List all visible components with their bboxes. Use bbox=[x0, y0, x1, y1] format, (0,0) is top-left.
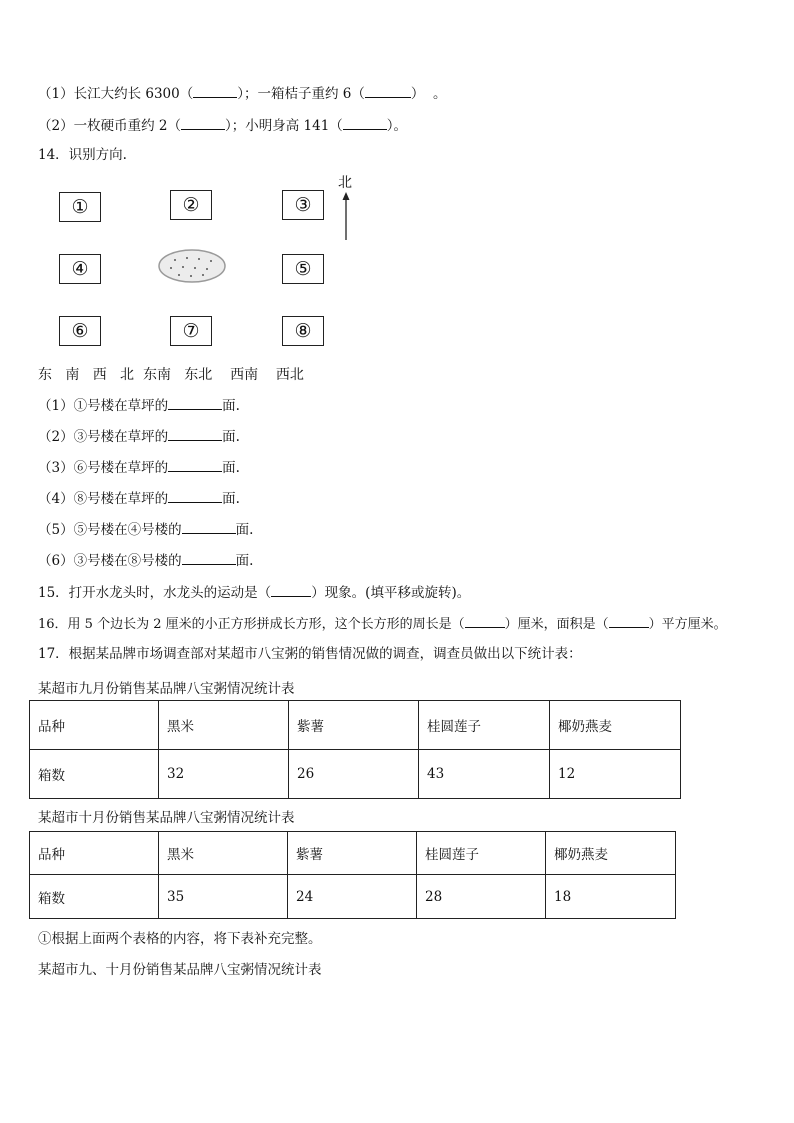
q14-item-5-text: ⑤号楼在④号楼的 bbox=[73, 522, 182, 538]
q15-text-b: ）现象。(填平移或旋转)。 bbox=[311, 585, 471, 601]
q14-item-1 bbox=[38, 395, 240, 415]
q14-item-3-text: ⑥号楼在草坪的 bbox=[73, 460, 169, 476]
q14-item-2-blank[interactable] bbox=[168, 426, 222, 441]
q13-line1-text-a: （1）长江大约长 6300（ bbox=[38, 86, 194, 102]
q16-line bbox=[38, 613, 727, 634]
q16-blank-2[interactable] bbox=[609, 613, 649, 628]
north-label: 北 bbox=[338, 175, 352, 191]
north-arrow-icon bbox=[338, 192, 354, 242]
building-6: ⑥ bbox=[59, 316, 101, 346]
building-2: ② bbox=[170, 190, 212, 220]
q17-intro: 17．根据某品牌市场调查部对某超市八宝粥的销售情况做的调查，调查员做出以下统计表： bbox=[38, 646, 582, 662]
q16-text-b: ）厘米，面积是（ bbox=[504, 617, 609, 632]
q17-sub1: ①根据上面两个表格的内容，将下表补充完整。 bbox=[38, 931, 322, 947]
building-8: ⑧ bbox=[282, 316, 324, 346]
lawn-ellipse-icon bbox=[157, 248, 227, 284]
table-cell: 椰奶燕麦 bbox=[546, 832, 676, 875]
q13-line2-text-a: （2）一枚硬币重约 2（ bbox=[38, 118, 181, 134]
q14-item-5 bbox=[38, 519, 253, 539]
q14-title: 14．识别方向. bbox=[38, 147, 127, 163]
q13-line2-text-b: ）；小明身高 141（ bbox=[224, 118, 343, 134]
table-cell: 黑米 bbox=[159, 701, 289, 750]
table-cell: 32 bbox=[159, 750, 289, 799]
table-cell: 18 bbox=[546, 875, 676, 919]
q13-blank-1[interactable] bbox=[193, 83, 237, 98]
table-row bbox=[30, 875, 676, 919]
q13-line2-text-c: ）。 bbox=[386, 118, 408, 134]
table-cell: 紫薯 bbox=[288, 832, 417, 875]
north-indicator bbox=[336, 172, 360, 244]
q14-item-1-text: ①号楼在草坪的 bbox=[73, 398, 169, 414]
q14-item-3-suffix: 面. bbox=[222, 460, 240, 476]
q14-item-4-blank[interactable] bbox=[168, 488, 222, 503]
table-cell: 24 bbox=[288, 875, 417, 919]
table-cell: 紫薯 bbox=[289, 701, 419, 750]
table-cell: 26 bbox=[289, 750, 419, 799]
q14-item-2-number: （2） bbox=[38, 429, 74, 445]
q13-line-1 bbox=[38, 83, 446, 103]
q14-item-6-suffix: 面. bbox=[235, 553, 254, 569]
q14-item-6-blank[interactable] bbox=[182, 550, 236, 565]
q14-item-5-suffix: 面. bbox=[235, 522, 254, 538]
q14-item-2-text: ③号楼在草坪的 bbox=[73, 429, 169, 445]
table-september bbox=[29, 700, 681, 799]
table2-title: 某超市十月份销售某品牌八宝粥情况统计表 bbox=[38, 810, 295, 826]
table3-title: 某超市九、十月份销售某品牌八宝粥情况统计表 bbox=[38, 962, 322, 978]
q14-item-6 bbox=[38, 550, 253, 570]
table-cell: 品种 bbox=[30, 701, 159, 750]
building-1: ① bbox=[59, 192, 101, 222]
table-cell: 黑米 bbox=[159, 832, 288, 875]
q13-line-2 bbox=[38, 115, 407, 135]
q14-item-3 bbox=[38, 457, 240, 477]
building-3: ③ bbox=[282, 190, 324, 220]
table-cell: 35 bbox=[159, 875, 288, 919]
q14-item-2 bbox=[38, 426, 240, 446]
q14-item-4-suffix: 面. bbox=[222, 491, 240, 507]
q14-item-6-text: ③号楼在⑧号楼的 bbox=[73, 553, 182, 569]
table-cell: 桂圆莲子 bbox=[419, 701, 550, 750]
building-7: ⑦ bbox=[170, 316, 212, 346]
q15-text-a: 15．打开水龙头时，水龙头的运动是（ bbox=[38, 585, 272, 601]
table-row bbox=[30, 750, 681, 799]
q14-item-3-number: （3） bbox=[38, 460, 74, 476]
q14-item-2-suffix: 面. bbox=[222, 429, 240, 445]
q14-item-5-blank[interactable] bbox=[182, 519, 236, 534]
table-cell: 椰奶燕麦 bbox=[550, 701, 681, 750]
q13-blank-4[interactable] bbox=[343, 115, 387, 130]
q14-item-1-number: （1） bbox=[38, 398, 74, 414]
q13-blank-2[interactable] bbox=[365, 83, 411, 98]
table-row bbox=[30, 701, 681, 750]
q14-item-4-number: （4） bbox=[38, 491, 74, 507]
q13-line1-text-c: ） 。 bbox=[410, 86, 447, 102]
q15-line bbox=[38, 582, 470, 602]
q14-item-4 bbox=[38, 488, 240, 508]
q14-item-4-text: ⑧号楼在草坪的 bbox=[73, 491, 169, 507]
q15-blank[interactable] bbox=[271, 582, 311, 597]
q13-blank-3[interactable] bbox=[181, 115, 225, 130]
table-cell: 12 bbox=[550, 750, 681, 799]
q16-blank-1[interactable] bbox=[465, 613, 505, 628]
table-cell: 箱数 bbox=[30, 750, 159, 799]
table1-title: 某超市九月份销售某品牌八宝粥情况统计表 bbox=[38, 681, 295, 697]
q14-item-6-number: （6） bbox=[38, 553, 74, 569]
q14-item-3-blank[interactable] bbox=[168, 457, 222, 472]
q13-line1-text-b: ）；一箱桔子重约 6（ bbox=[237, 86, 365, 102]
table-row bbox=[30, 832, 676, 875]
building-5: ⑤ bbox=[282, 254, 324, 284]
table-cell: 43 bbox=[419, 750, 550, 799]
q14-item-1-blank[interactable] bbox=[168, 395, 222, 410]
q14-item-1-suffix: 面. bbox=[222, 398, 240, 414]
table-cell: 箱数 bbox=[30, 875, 159, 919]
table-cell: 品种 bbox=[30, 832, 159, 875]
table-cell: 桂圆莲子 bbox=[417, 832, 546, 875]
building-4: ④ bbox=[59, 254, 101, 284]
q14-item-5-number: （5） bbox=[38, 522, 74, 538]
q16-text-c: ）平方厘米。 bbox=[648, 617, 727, 632]
table-october bbox=[29, 831, 676, 919]
q16-text-a: 16．用 5 个边长为 2 厘米的小正方形拼成长方形，这个长方形的周长是（ bbox=[38, 617, 465, 632]
direction-options: 东 南 西 北 东南 东北 西南 西北 bbox=[38, 367, 304, 383]
table-cell: 28 bbox=[417, 875, 546, 919]
